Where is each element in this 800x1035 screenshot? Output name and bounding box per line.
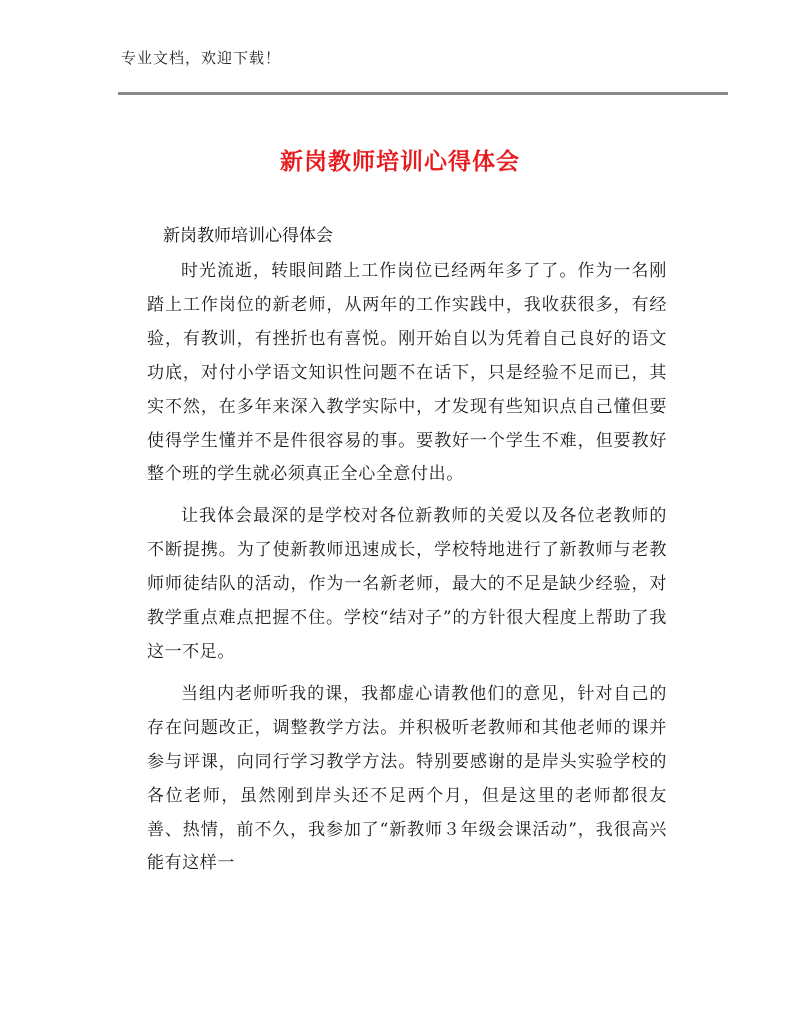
document-body	[147, 255, 667, 889]
document-title: 新岗教师培训心得体会	[280, 149, 520, 175]
header-note: 专业文档，欢迎下载！	[121, 49, 282, 67]
paragraph-2: 让我体会最深的是学校对各位新教师的关爱以及各位老教师的不断提携。为了使新教师迅速成长，学校特地进行了新教师与老教师师徒结队的活动，作为一名新老师，最大的不足是缺少经验，对教学重点难点把握不住。学校“结对子”的方针很大程度上帮助了我这一不足。	[147, 506, 667, 662]
section-heading: 新岗教师培训心得体会	[163, 226, 333, 246]
paragraph-3: 当组内老师听我的课，我都虚心请教他们的意见，针对自己的存在问题改正，调整教学方法。并积极听老教师和其他老师的课并参与评课，向同行学习教学方法。特别要感谢的是岸头实验学校的各位老师，虽然刚到岸头还不足两个月，但是这里的老师都很友善、热情，前不久，我参加了“新教师３年级会课活动”，我很高兴能有这样一	[147, 683, 667, 874]
paragraph-1: 时光流逝，转眼间踏上工作岗位已经两年多了了。作为一名刚踏上工作岗位的新老师，从两年的工作实践中，我收获很多，有经验，有教训，有挫折也有喜悦。刚开始自以为凭着自己良好的语文功底，对付小学语文知识性问题不在话下，只是经验不足而已，其实不然，在多年来深入教学实际中，才发现有些知识点自己懂但要使得学生懂并不是件很容易的事。要教好一个学生不难，但要教好整个班的学生就必须真正全心全意付出。	[147, 261, 667, 485]
header-divider	[118, 92, 728, 95]
